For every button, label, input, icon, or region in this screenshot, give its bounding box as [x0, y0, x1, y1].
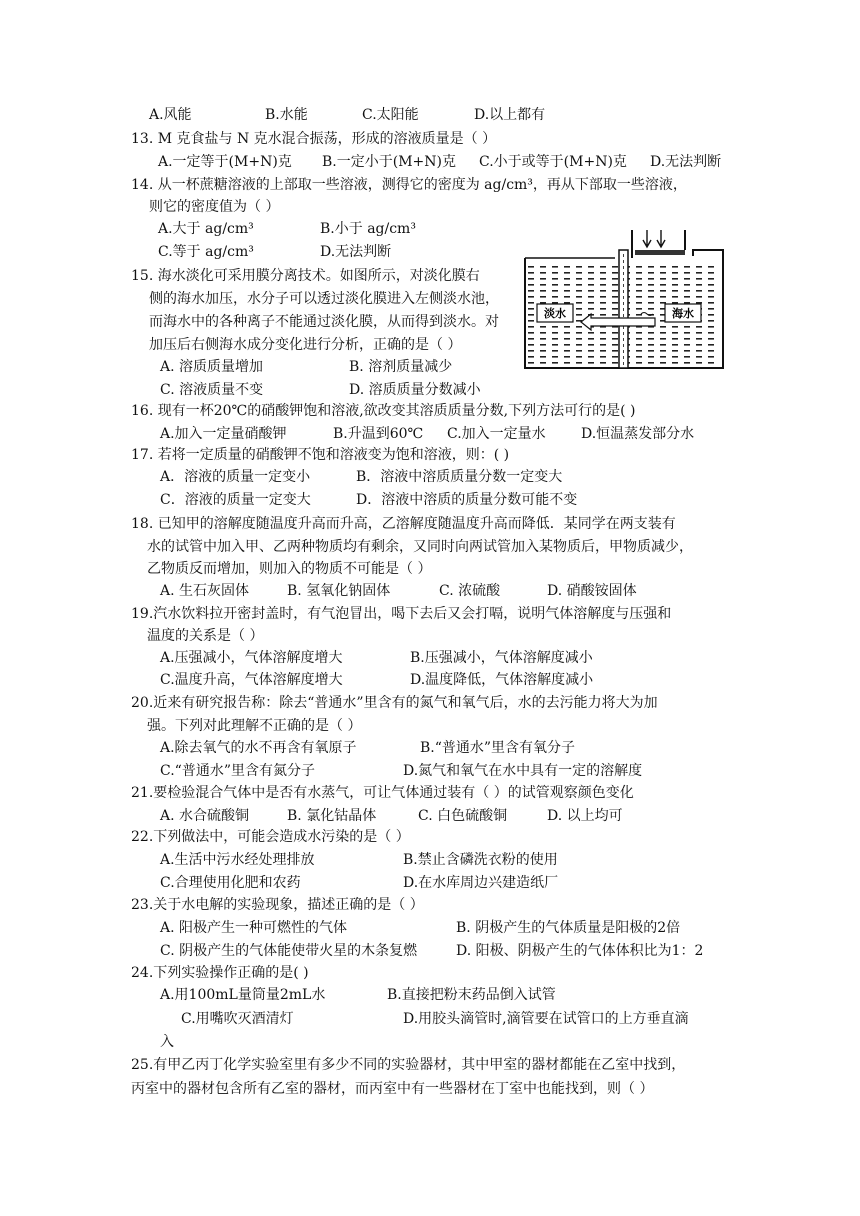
q16-stem: 16. 现有一杯20℃的硝酸钾饱和溶液,欲改变其溶质质量分数,下列方法可行的是( ) — [131, 403, 636, 419]
q21-option-a: A. 水合硫酸铜 — [160, 808, 250, 824]
q15-stem-line-1: 15. 海水淡化可采用膜分离技术。如图所示，对淡化膜右 — [131, 268, 480, 284]
q20-option-b: B.“普通水”里含有氧分子 — [420, 740, 576, 756]
q24-option-d-line-2: 入 — [160, 1034, 174, 1050]
q18-option-a: A. 生石灰固体 — [160, 583, 250, 599]
q15-option-d: D. 溶质质量分数减小 — [349, 382, 481, 398]
q21-option-b: B. 氯化钴晶体 — [287, 808, 377, 824]
q17-stem: 17. 若将一定质量的硝酸钾不饱和溶液变为饱和溶液，则：( ) — [131, 447, 510, 463]
q20-option-a: A.除去氧气的水不再含有氧原子 — [160, 740, 357, 756]
q22-option-b: B.禁止含磷洗衣粉的使用 — [403, 852, 558, 868]
q17-option-c: C．溶液的质量一定变大 — [160, 492, 311, 508]
q16-option-d: D.恒温蒸发部分水 — [581, 426, 695, 442]
q12-option-a: A.风能 — [149, 107, 192, 123]
fresh-water-label: 淡水 — [544, 307, 566, 320]
q14-stem-line-2: 则它的密度值为（ ） — [149, 199, 280, 215]
q14-option-d: D.无法判断 — [320, 244, 392, 260]
q19-option-a: A.压强减小，气体溶解度增大 — [160, 650, 343, 666]
q23-stem: 23.关于水电解的实验现象，描述正确的是（ ） — [131, 897, 424, 913]
q24-stem: 24.下列实验操作正确的是( ) — [131, 965, 309, 981]
q21-option-c: C. 白色硫酸铜 — [418, 808, 508, 824]
q21-option-d: D. 以上均可 — [547, 808, 623, 824]
q13-option-c: C.小于或等于(M+N)克 — [479, 154, 627, 170]
q17-option-a: A．溶液的质量一定变小 — [160, 469, 311, 485]
q15-stem-line-3: 而海水中的各种离子不能通过淡化膜，从而得到淡水。对 — [149, 314, 499, 330]
q12-option-d: D.以上都有 — [474, 107, 546, 123]
q12-option-b: B.水能 — [265, 107, 308, 123]
q23-option-c: C. 阴极产生的气体能使带火星的木条复燃 — [160, 943, 418, 959]
q20-stem-line-2: 强。下列对此理解不正确的是（ ） — [147, 718, 362, 734]
q22-option-a: A.生活中污水经处理排放 — [160, 852, 315, 868]
q16-option-c: C.加入一定量水 — [447, 426, 546, 442]
q15-stem-line-2: 侧的海水加压，水分子可以透过淡化膜进入左侧淡水池， — [149, 291, 499, 307]
q19-option-c: C.温度升高，气体溶解度增大 — [160, 672, 343, 688]
q24-option-c: C.用嘴吹灭酒清灯 — [181, 1011, 294, 1027]
pressure-arrow-icon — [657, 230, 665, 247]
q24-option-b: B.直接把粉末药品倒入试管 — [387, 987, 556, 1003]
q20-stem-line-1: 20.近来有研究报告称：除去“普通水”里含有的氮气和氧气后，水的去污能力将大为加 — [131, 695, 658, 711]
q14-option-b: B.小于 ag/cm³ — [320, 221, 416, 237]
desalination-diagram — [515, 228, 733, 374]
q22-stem: 22.下列做法中，可能会造成水污染的是（ ） — [131, 829, 410, 845]
q15-option-a: A. 溶质质量增加 — [160, 359, 264, 375]
q19-stem-line-2: 温度的关系是（ ） — [147, 628, 264, 644]
q20-option-d: D.氮气和氧气在水中具有一定的溶解度 — [403, 763, 643, 779]
q25-stem-line-1: 25.有甲乙丙丁化学实验室里有多少不同的实验器材，其中甲室的器材都能在乙室中找到， — [131, 1057, 686, 1073]
sea-water-label: 海水 — [672, 307, 694, 320]
q14-option-a: A.大于 ag/cm³ — [158, 221, 254, 237]
q13-option-b: B.一定小于(M+N)克 — [322, 154, 456, 170]
q18-stem-line-1: 18. 已知甲的溶解度随温度升高而升高，乙溶解度随温度升高而降低．某同学在两支装有 — [131, 516, 676, 532]
q24-option-a: A.用100mL量筒量2mL水 — [160, 987, 326, 1003]
piston — [635, 250, 685, 255]
q15-option-c: C. 溶液质量不变 — [160, 382, 264, 398]
q15-stem-line-4: 加压后右侧海水成分变化进行分析，正确的是（ ） — [149, 337, 462, 353]
q13-option-a: A.一定等于(M+N)克 — [158, 154, 292, 170]
q16-option-a: A.加入一定量硝酸钾 — [160, 426, 287, 442]
q22-option-c: C.合理使用化肥和农药 — [160, 875, 301, 891]
q24-option-d-line-1: D.用胶头滴管时,滴管要在试管口的上方垂直滴 — [403, 1011, 689, 1027]
q18-option-c: C. 浓硫酸 — [439, 583, 501, 599]
pressure-arrow-icon — [643, 230, 651, 247]
q19-stem-line-1: 19.汽水饮料拉开密封盖时，有气泡冒出，喝下去后又会打嗝，说明气体溶解度与压强和 — [131, 606, 672, 622]
q23-option-d: D. 阳极、阴极产生的气体体积比为1：2 — [456, 943, 704, 959]
q14-stem-line-1: 14. 从一杯蔗糖溶液的上部取一些溶液，测得它的密度为 ag/cm³，再从下部取一些溶液， — [131, 177, 687, 193]
q18-option-d: D. 硝酸铵固体 — [547, 583, 637, 599]
q17-option-d: D．溶液中溶质的质量分数可能不变 — [356, 492, 578, 508]
q20-option-c: C.“普通水”里含有氮分子 — [160, 763, 315, 779]
q13-option-d: D.无法判断 — [650, 154, 722, 170]
q18-stem-line-3: 乙物质反而增加，则加入的物质不可能是（ ） — [147, 561, 432, 577]
q25-stem-line-2: 丙室中的器材包含所有乙室的器材，而丙室中有一些器材在丁室中也能找到，则（ ） — [131, 1081, 654, 1097]
q19-option-b: B.压强减小，气体溶解度减小 — [410, 650, 593, 666]
q13-stem: 13. M 克食盐与 N 克水混合振荡，形成的溶液质量是（ ） — [131, 131, 497, 147]
q14-option-c: C.等于 ag/cm³ — [158, 244, 254, 260]
q23-option-a: A. 阳极产生一种可燃性的气体 — [160, 920, 348, 936]
q19-option-d: D.温度降低，气体溶解度减小 — [410, 672, 594, 688]
q23-option-b: B. 阴极产生的气体质量是阳极的2倍 — [456, 920, 681, 936]
q17-option-b: B．溶液中溶质质量分数一定变大 — [356, 469, 563, 485]
q12-option-c: C.太阳能 — [362, 107, 419, 123]
q18-option-b: B. 氢氧化钠固体 — [287, 583, 391, 599]
q16-option-b: B.升温到60℃ — [333, 426, 424, 442]
q15-option-b: B. 溶剂质量减少 — [349, 359, 453, 375]
q21-stem: 21.要检验混合气体中是否有水蒸气，可让气体通过装有（ ）的试管观察颜色变化 — [131, 785, 634, 801]
q22-option-d: D.在水库周边兴建造纸厂 — [403, 875, 559, 891]
q18-stem-line-2: 水的试管中加入甲、乙两种物质均有剩余，又同时向两试管加入某物质后，甲物质减少， — [147, 539, 693, 555]
